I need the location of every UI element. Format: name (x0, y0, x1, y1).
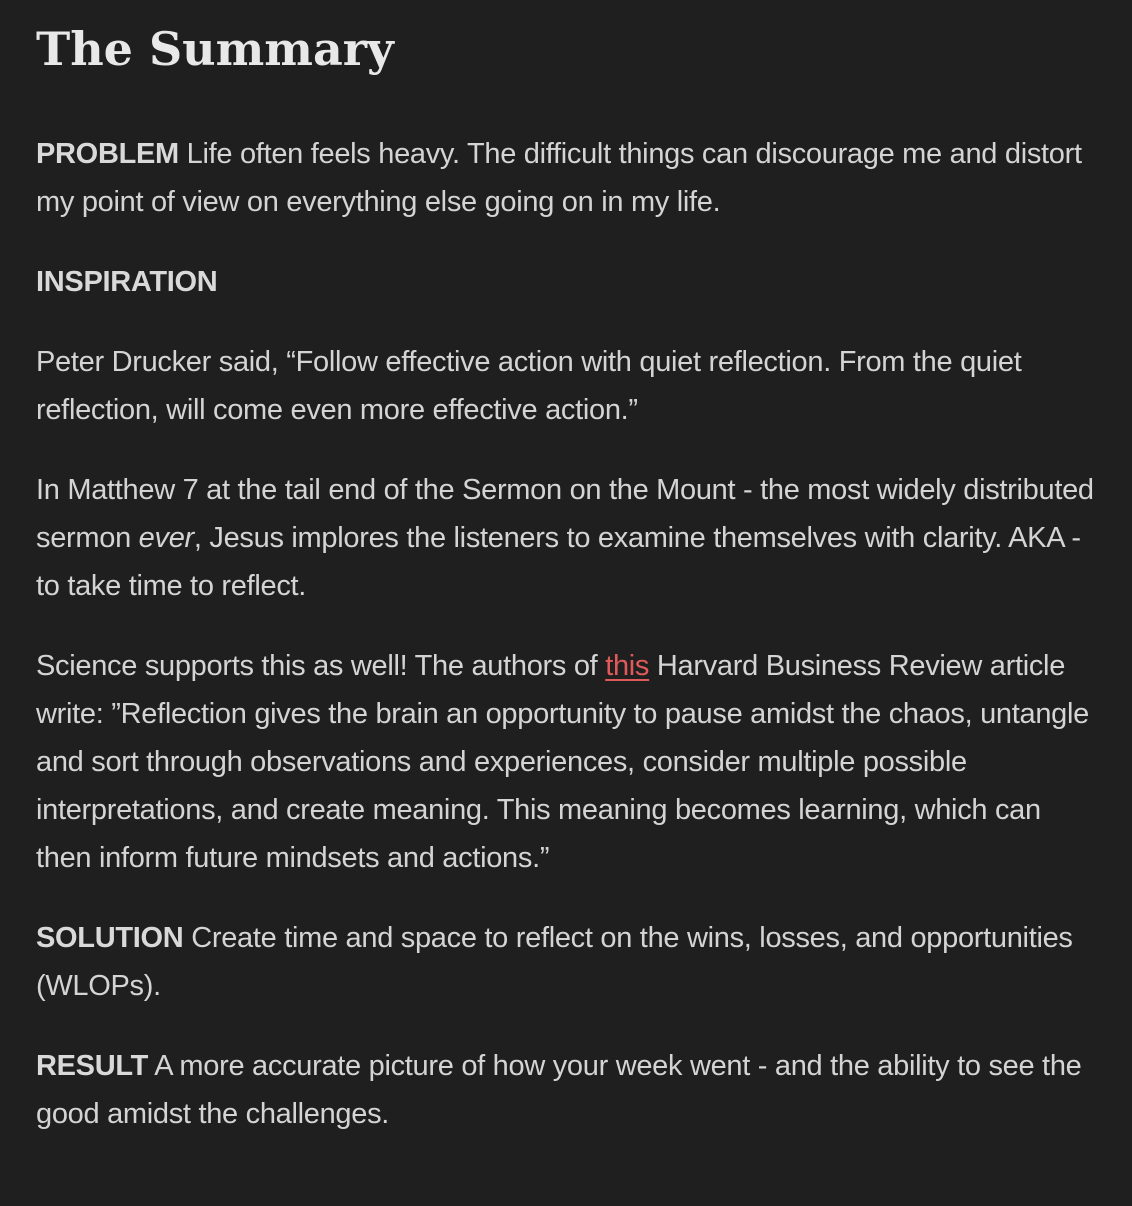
matthew-text-before: In Matthew 7 at the tail end of the Sermon on the Mount - the most widely distributed sermon (36, 474, 1094, 554)
drucker-quote-paragraph: Peter Drucker said, “Follow effective action with quiet reflection. From the quiet reflection, will come even more effective action.” (36, 346, 1022, 426)
problem-label: PROBLEM (36, 138, 179, 170)
hbr-article-link[interactable]: this (605, 650, 650, 682)
problem-paragraph (36, 130, 1096, 226)
solution-label: SOLUTION (36, 922, 184, 954)
science-text-before: Science supports this as well! The authors of (36, 650, 606, 682)
problem-text: Life often feels heavy. The difficult things can discourage me and distort my point of view on everything else going on in my life. (36, 138, 1082, 218)
result-text: A more accurate picture of how your week went - and the ability to see the good amidst the challenges. (36, 1050, 1082, 1130)
result-label: RESULT (36, 1050, 149, 1082)
matthew-text-after: , Jesus implores the listeners to examine themselves with clarity. AKA - to take time to reflect. (36, 522, 1081, 602)
result-paragraph (36, 1042, 1096, 1138)
solution-text: Create time and space to reflect on the wins, losses, and opportunities (WLOPs). (36, 922, 1073, 1002)
inspiration-paragraph (36, 258, 1096, 306)
science-paragraph (36, 642, 1096, 882)
solution-paragraph (36, 914, 1096, 1010)
matthew-emphasis: ever (138, 522, 194, 554)
page-title: The Summary (36, 22, 394, 76)
science-text-after: Harvard Business Review article write: ”Reflection gives the brain an opportunity to pause amidst the chaos, untangle and sort through observations and experiences, consider multiple possible interpretations, and create meaning. This meaning becomes learning, which can then inform future mindsets and actions.” (36, 650, 1089, 874)
inspiration-label: INSPIRATION (36, 266, 218, 298)
matthew-paragraph (36, 466, 1096, 610)
